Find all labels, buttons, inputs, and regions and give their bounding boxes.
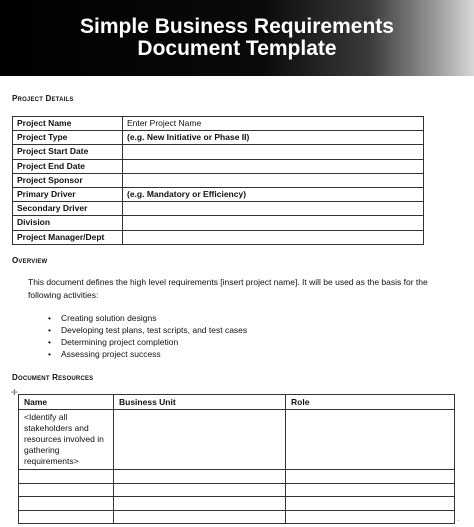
table-move-handle-icon[interactable]: ✛ (11, 388, 18, 397)
table-cell[interactable] (286, 470, 455, 484)
document-page (0, 76, 474, 527)
field-value[interactable] (123, 216, 424, 230)
activities-list (48, 312, 247, 360)
table-row (13, 187, 424, 201)
table-cell[interactable]: <Identify all stakeholders and resources involved in gathering requirements> (19, 410, 114, 470)
table-row (19, 483, 455, 497)
title-line-2: Document Template (137, 37, 337, 60)
table-cell[interactable] (286, 497, 455, 511)
list-item: • Developing test plans, test scripts, and test cases (48, 324, 247, 336)
table-cell[interactable] (286, 510, 455, 524)
list-item: • Assessing project success (48, 348, 247, 360)
table-row (13, 117, 424, 131)
field-label: Project Sponsor (13, 173, 123, 187)
field-label: Project Name (13, 117, 123, 131)
field-value[interactable]: Enter Project Name (123, 117, 424, 131)
overview-heading: Overview (12, 256, 48, 265)
field-value[interactable] (123, 145, 424, 159)
table-row (13, 202, 424, 216)
table-row (13, 216, 424, 230)
list-item: • Determining project completion (48, 336, 247, 348)
field-value[interactable] (123, 159, 424, 173)
table-row (19, 410, 455, 470)
table-row (13, 131, 424, 145)
page-corner-mark: ⌐ (457, 518, 460, 524)
list-item: • Creating solution designs (48, 312, 247, 324)
table-row (13, 145, 424, 159)
table-cell[interactable] (19, 497, 114, 511)
table-cell[interactable] (19, 470, 114, 484)
column-header-business-unit: Business Unit (114, 395, 286, 410)
table-row (19, 497, 455, 511)
table-cell[interactable] (19, 483, 114, 497)
project-details-table (12, 116, 424, 245)
table-cell[interactable] (286, 410, 455, 470)
field-label: Project Start Date (13, 145, 123, 159)
table-row (19, 510, 455, 524)
field-label: Project Manager/Dept (13, 230, 123, 244)
table-row (13, 230, 424, 244)
table-cell[interactable] (19, 510, 114, 524)
table-cell[interactable] (114, 470, 286, 484)
table-cell[interactable] (114, 510, 286, 524)
overview-paragraph: This document defines the high level requirements [insert project name]. It will be used as the basis for the following activities: (28, 277, 428, 300)
project-details-heading: Project Details (12, 94, 74, 103)
title-banner (0, 0, 474, 76)
document-resources-heading: Document Resources (12, 373, 94, 382)
document-resources-table (18, 394, 455, 524)
field-value[interactable] (123, 173, 424, 187)
table-row (13, 173, 424, 187)
title-line-1: Simple Business Requirements (80, 15, 394, 38)
field-label: Project End Date (13, 159, 123, 173)
table-cell[interactable] (114, 497, 286, 511)
column-header-name: Name (19, 395, 114, 410)
column-header-role: Role (286, 395, 455, 410)
table-row (13, 159, 424, 173)
field-label: Project Type (13, 131, 123, 145)
field-value[interactable] (123, 230, 424, 244)
field-value[interactable]: (e.g. New Initiative or Phase II) (123, 131, 424, 145)
field-label: Secondary Driver (13, 202, 123, 216)
field-value[interactable] (123, 202, 424, 216)
table-header-row (19, 395, 455, 410)
table-cell[interactable] (114, 483, 286, 497)
field-label: Primary Driver (13, 187, 123, 201)
field-value[interactable]: (e.g. Mandatory or Efficiency) (123, 187, 424, 201)
table-cell[interactable] (114, 410, 286, 470)
table-row (19, 470, 455, 484)
field-label: Division (13, 216, 123, 230)
table-cell[interactable] (286, 483, 455, 497)
